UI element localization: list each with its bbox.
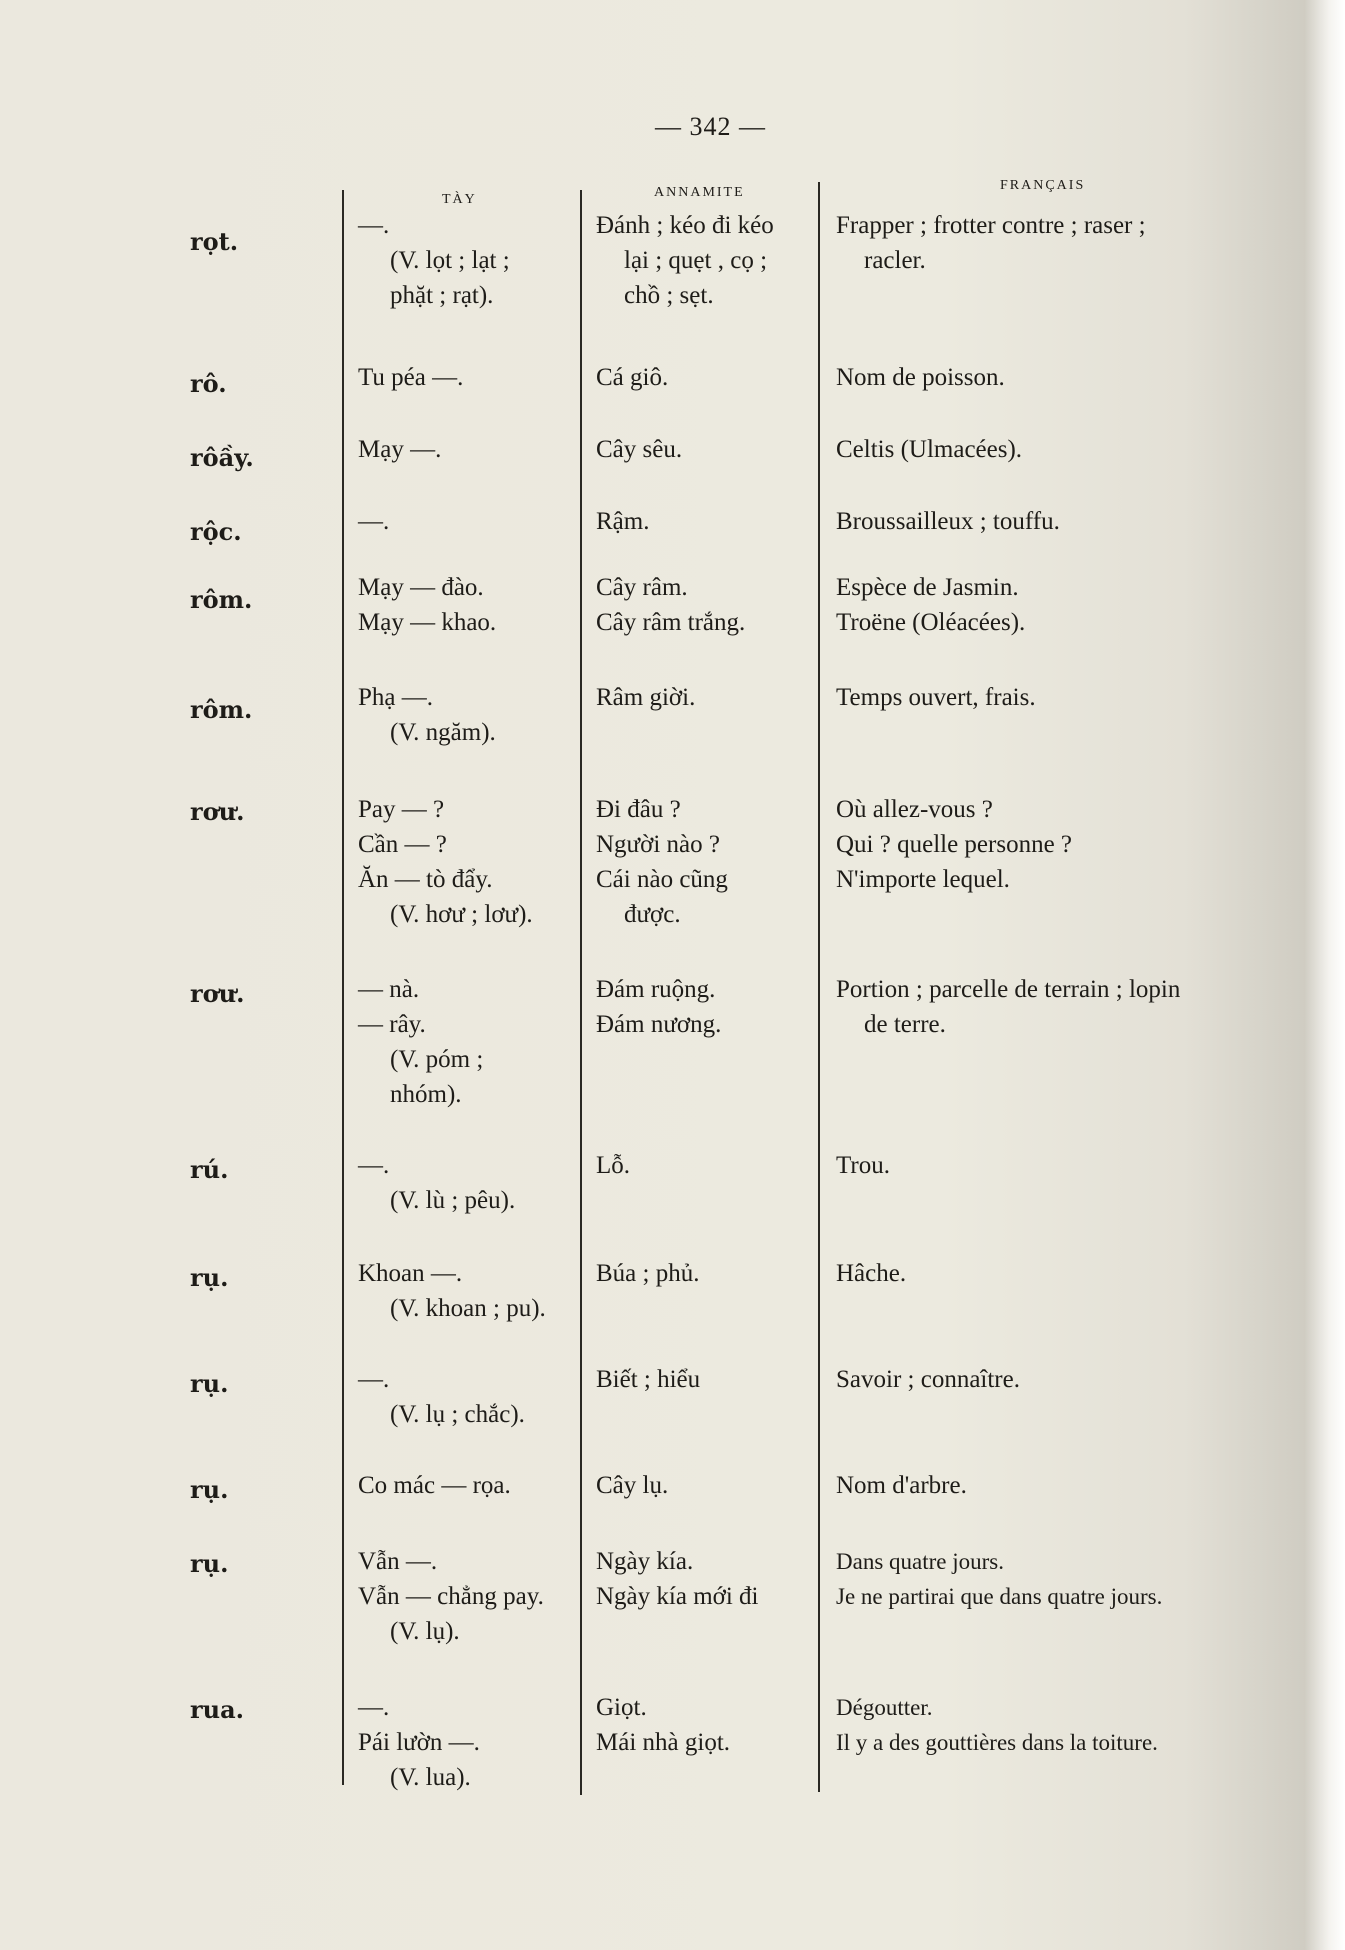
headword: rô.: [190, 369, 227, 398]
tay-cell: —. (V. lù ; pêu).: [358, 1152, 516, 1214]
tay-cell: Mạy —.: [358, 436, 442, 463]
francais-cell: Portion ; parcelle de terrain ; lopin de terre.: [836, 976, 1181, 1038]
headword: rụ.: [190, 1263, 229, 1292]
francais-cell: Hâche.: [836, 1260, 907, 1287]
francais-cell: Savoir ; connaître.: [836, 1366, 1020, 1393]
headword: rua.: [190, 1695, 244, 1724]
column-header-annamite: ANNAMITE: [654, 185, 745, 200]
francais-cell: Nom de poisson.: [836, 364, 1005, 391]
francais-cell: Dans quatre jours. Je ne partirai que dans quatre jours.: [836, 1549, 1163, 1609]
column-rule-left: [342, 190, 344, 1785]
annamite-cell: Đánh ; kéo đi kéo lại ; quẹt , cọ ; chồ ; sẹt.: [596, 212, 774, 309]
headword: rộc.: [190, 517, 242, 546]
francais-cell: Où allez-vous ? Qui ? quelle personne ? N'importe lequel.: [836, 796, 1073, 893]
headword: rú.: [190, 1155, 229, 1184]
annamite-cell: Ngày kía. Ngày kía mới đi: [596, 1548, 759, 1610]
headword: rụ.: [190, 1549, 229, 1578]
francais-cell: Frapper ; frotter contre ; raser ; racler.: [836, 212, 1146, 274]
headword: rơư.: [190, 797, 245, 826]
francais-cell: Nom d'arbre.: [836, 1472, 967, 1499]
tay-cell: Phạ —. (V. ngăm).: [358, 684, 496, 746]
column-header-francais: FRANÇAIS: [1000, 178, 1086, 193]
headword: rôầy.: [190, 443, 254, 472]
francais-cell: Dégoutter. Il y a des gouttières dans la toiture.: [836, 1695, 1158, 1755]
headword: rụ.: [190, 1475, 229, 1504]
column-header-tay: TÀY: [442, 192, 477, 207]
headword: rôm.: [190, 695, 253, 724]
headword: rơư.: [190, 979, 245, 1008]
tay-cell: —. (V. lọt ; lạt ; phặt ; rạt).: [358, 212, 510, 309]
tay-cell: Pay — ? Cần — ? Ăn — tò đẩy. (V. hơư ; lơư).: [358, 796, 533, 928]
francais-cell: Temps ouvert, frais.: [836, 684, 1036, 711]
tay-cell: Vẫn —. Vẫn — chẳng pay. (V. lụ).: [358, 1548, 544, 1645]
annamite-cell: Lỗ.: [596, 1152, 631, 1179]
headword: rụ.: [190, 1369, 229, 1398]
page-number: — 342 —: [655, 112, 766, 141]
annamite-cell: Cây sêu.: [596, 436, 683, 463]
annamite-cell: Cá giô.: [596, 364, 669, 391]
tay-cell: —. (V. lụ ; chắc).: [358, 1366, 525, 1428]
page-edge: [1305, 0, 1345, 1950]
annamite-cell: Biết ; hiểu: [596, 1366, 701, 1393]
tay-cell: —. Pái lườn —. (V. lua).: [358, 1694, 480, 1791]
headword: rọt.: [190, 227, 239, 256]
annamite-cell: Cây râm. Cây râm trắng.: [596, 574, 746, 636]
tay-cell: —.: [358, 508, 390, 535]
annamite-cell: Cây lụ.: [596, 1472, 669, 1499]
annamite-cell: Búa ; phủ.: [596, 1260, 700, 1287]
tay-cell: Khoan —. (V. khoan ; pu).: [358, 1260, 546, 1322]
annamite-cell: Rậm.: [596, 508, 650, 535]
francais-cell: Trou.: [836, 1152, 890, 1179]
tay-cell: — nà. — rây. (V. póm ; nhóm).: [358, 976, 484, 1108]
francais-cell: Broussailleux ; touffu.: [836, 508, 1060, 535]
annamite-cell: Đám ruộng. Đám nương.: [596, 976, 722, 1038]
headword: rôm.: [190, 585, 253, 614]
tay-cell: Co mác — rọa.: [358, 1472, 511, 1499]
annamite-cell: Đi đâu ? Người nào ? Cái nào cũng được.: [596, 796, 728, 928]
annamite-cell: Giọt. Mái nhà giọt.: [596, 1694, 731, 1756]
tay-cell: Mạy — đào. Mạy — khao.: [358, 574, 497, 636]
annamite-cell: Râm giời.: [596, 684, 696, 711]
francais-cell: Espèce de Jasmin. Troëne (Oléacées).: [836, 574, 1026, 636]
tay-cell: Tu péa —.: [358, 364, 464, 391]
francais-cell: Celtis (Ulmacées).: [836, 436, 1023, 463]
